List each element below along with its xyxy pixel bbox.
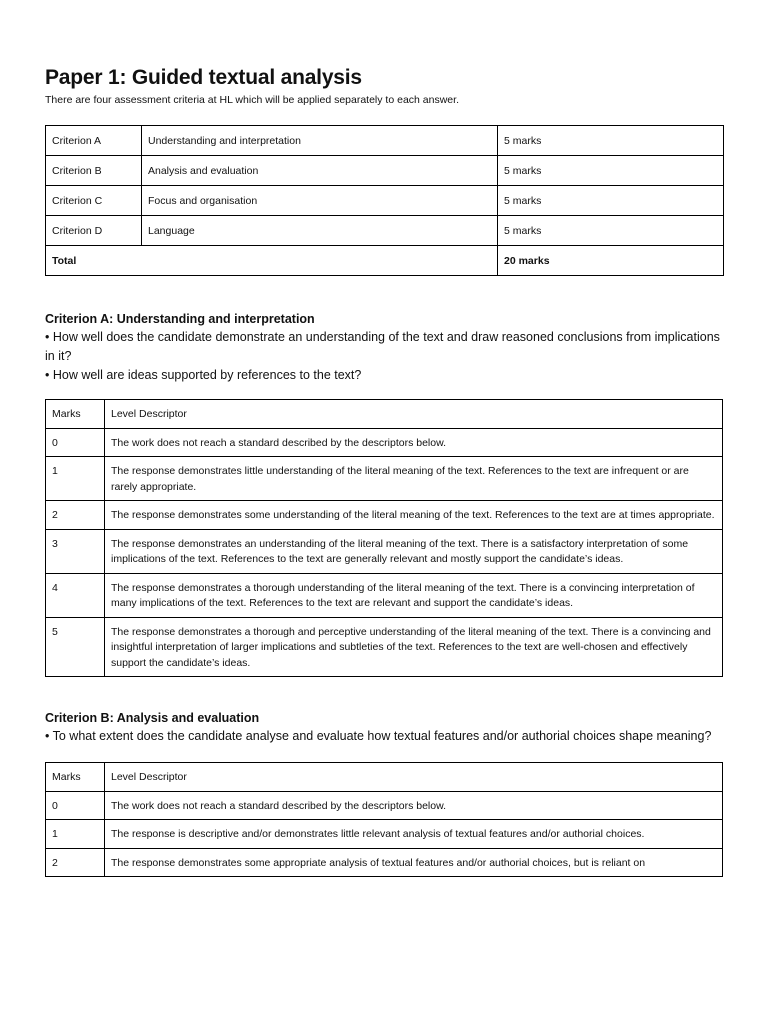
- criterion-a-question: • How well does the candidate demonstrate an understanding of the text and draw reasoned conclusions from implications in it?: [45, 330, 720, 363]
- level-descriptor: The work does not reach a standard described by the descriptors below.: [105, 791, 723, 820]
- intro-text: There are four assessment criteria at HL which will be applied separately to each answer.: [45, 94, 459, 106]
- mark-value: 2: [46, 848, 105, 877]
- table-row: [46, 457, 723, 501]
- table-row: [46, 501, 723, 530]
- table-header-row: [46, 400, 723, 429]
- table-row: [46, 529, 723, 573]
- level-descriptor: The response demonstrates a thorough and perceptive understanding of the literal meaning of the text. There is a convincing and insightful interpretation of larger implications and subtleties of the text. References to the text are well-chosen and effectively support the candidate’s ideas.: [105, 617, 723, 677]
- table-header-row: [46, 763, 723, 792]
- mark-value: 1: [46, 457, 105, 501]
- criterion-name: Criterion D: [46, 216, 142, 246]
- document-page: [45, 64, 723, 877]
- criterion-b-descriptor-table: [45, 762, 723, 877]
- mark-value: 2: [46, 501, 105, 530]
- table-row: [46, 820, 723, 849]
- level-descriptor: The response demonstrates an understanding of the literal meaning of the text. There is a satisfactory interpretation of some implications of the text. References to the text are generally relevant and mostly support the candidate’s ideas.: [105, 529, 723, 573]
- criterion-b-question: • To what extent does the candidate analyse and evaluate how textual features and/or authorial choices shape meaning?: [45, 729, 712, 743]
- criterion-name: Criterion C: [46, 186, 142, 216]
- mark-value: 3: [46, 529, 105, 573]
- mark-value: 1: [46, 820, 105, 849]
- table-row: [46, 156, 724, 186]
- criterion-b-title: Criterion B: Analysis and evaluation: [45, 711, 260, 725]
- level-descriptor: The response demonstrates little understanding of the literal meaning of the text. References to the text are infrequent or are rarely appropriate.: [105, 457, 723, 501]
- criterion-a-title: Criterion A: Understanding and interpretation: [45, 312, 315, 326]
- criterion-a-question: • How well are ideas supported by references to the text?: [45, 368, 362, 382]
- marks-header: Marks: [46, 400, 105, 429]
- total-label: Total: [46, 246, 498, 276]
- table-row: [46, 126, 724, 156]
- criterion-marks: 5 marks: [498, 126, 724, 156]
- criterion-a-descriptor-table: [45, 399, 723, 677]
- table-row: [46, 573, 723, 617]
- criterion-name: Criterion A: [46, 126, 142, 156]
- total-marks: 20 marks: [498, 246, 724, 276]
- table-row: [46, 216, 724, 246]
- mark-value: 0: [46, 428, 105, 457]
- criterion-description: Focus and organisation: [142, 186, 498, 216]
- level-descriptor: The response demonstrates some understanding of the literal meaning of the text. References to the text are at times appropriate.: [105, 501, 723, 530]
- criterion-a-section: [45, 310, 723, 385]
- table-row: [46, 617, 723, 677]
- table-row: [46, 791, 723, 820]
- mark-value: 0: [46, 791, 105, 820]
- criterion-description: Language: [142, 216, 498, 246]
- criterion-marks: 5 marks: [498, 186, 724, 216]
- descriptor-header: Level Descriptor: [105, 763, 723, 792]
- total-row: [46, 246, 724, 276]
- criterion-b-section: [45, 709, 723, 746]
- criteria-summary-table: [45, 125, 724, 276]
- mark-value: 5: [46, 617, 105, 677]
- page-title: Paper 1: Guided textual analysis: [45, 66, 362, 89]
- mark-value: 4: [46, 573, 105, 617]
- criterion-description: Analysis and evaluation: [142, 156, 498, 186]
- marks-header: Marks: [46, 763, 105, 792]
- level-descriptor: The response demonstrates a thorough understanding of the literal meaning of the text. There is a convincing interpretation of many implications of the text. References to the text are relevant and support the candidate’s ideas.: [105, 573, 723, 617]
- criterion-description: Understanding and interpretation: [142, 126, 498, 156]
- level-descriptor: The response is descriptive and/or demonstrates little relevant analysis of textual features and/or authorial choices.: [105, 820, 723, 849]
- table-row: [46, 428, 723, 457]
- level-descriptor: The response demonstrates some appropriate analysis of textual features and/or authorial choices, but is reliant on: [105, 848, 723, 877]
- descriptor-header: Level Descriptor: [105, 400, 723, 429]
- criterion-marks: 5 marks: [498, 216, 724, 246]
- table-row: [46, 186, 724, 216]
- criterion-name: Criterion B: [46, 156, 142, 186]
- level-descriptor: The work does not reach a standard described by the descriptors below.: [105, 428, 723, 457]
- criterion-marks: 5 marks: [498, 156, 724, 186]
- table-row: [46, 848, 723, 877]
